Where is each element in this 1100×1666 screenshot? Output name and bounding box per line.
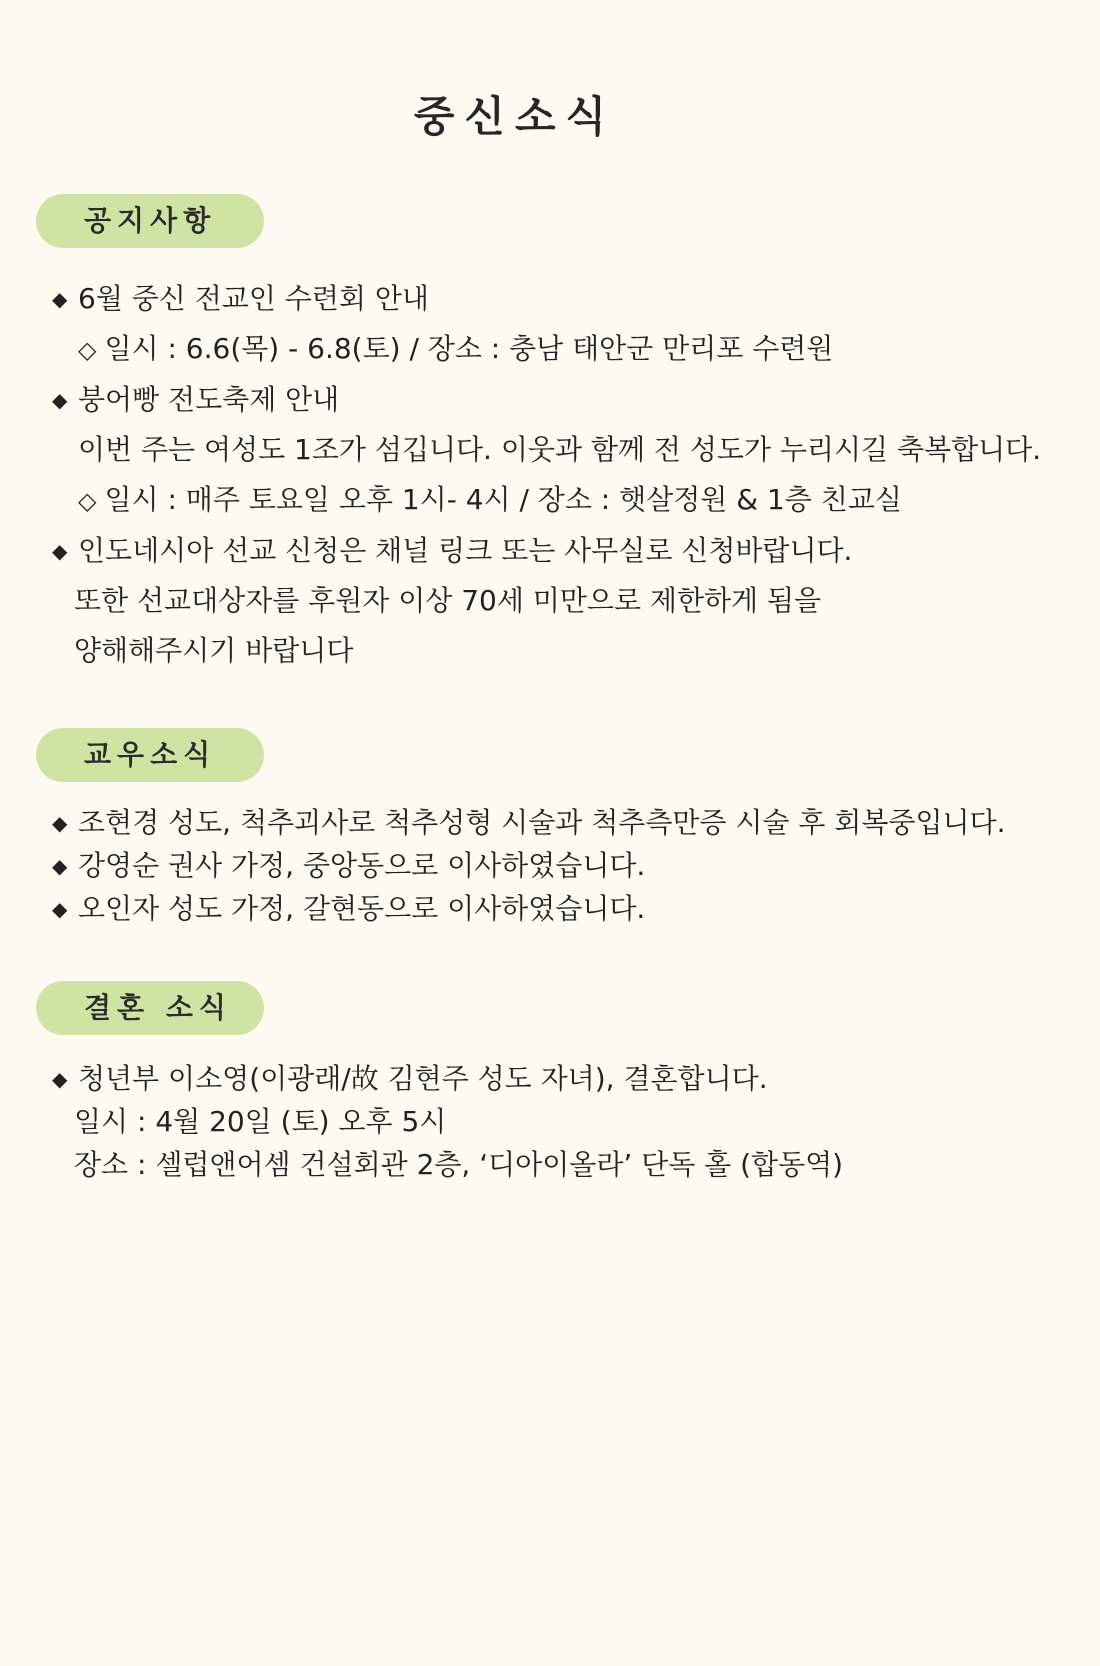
diamond-outline-icon: ◇ [78,487,97,515]
page-title: 중신소식 [413,92,617,141]
bullet-icon: ◆ [52,287,68,311]
notice-item-detail [78,480,902,521]
notice-detail-text: 일시 : 매주 토요일 오후 1시- 4시 / 장소 : 햇살정원 & 1층 친교실 [104,483,902,516]
notice-item-body: 양해해주시기 바랍니다 [74,634,354,667]
member-news-item: 오인자 성도 가정, 갈현동으로 이사하였습니다. [78,892,646,925]
bullet-icon: ◆ [52,897,68,921]
section-header-wedding: 결혼 소식 [36,981,264,1035]
bullet-icon: ◆ [52,854,68,878]
section-header-members: 교우소식 [36,728,264,782]
member-news-item: 조현경 성도, 척추괴사로 척추성형 시술과 척추측만증 시술 후 회복중입니다. [78,806,1006,839]
notice-item-body: 이번 주는 여성도 1조가 섬깁니다. 이웃과 함께 전 성도가 누리시길 축복합니다. [78,433,1042,466]
section-header-notice: 공지사항 [36,194,264,248]
wedding-date: 일시 : 4월 20일 (토) 오후 5시 [74,1105,447,1138]
notice-detail-text: 일시 : 6.6(목) - 6.8(토) / 장소 : 충남 태안군 만리포 수련원 [104,332,834,365]
notice-item-body: 또한 선교대상자를 후원자 이상 70세 미만으로 제한하게 됨을 [74,584,822,617]
notice-item-detail [78,329,833,370]
wedding-item-title: 청년부 이소영(이광래/故 김현주 성도 자녀), 결혼합니다. [78,1062,768,1095]
notice-item-title: 붕어빵 전도축제 안내 [78,383,340,416]
wedding-place: 장소 : 셀럽앤어셈 건설회관 2층, ‘디아이올라’ 단독 홀 (합동역) [74,1148,844,1181]
bullet-icon: ◆ [52,388,68,412]
member-news-item: 강영순 권사 가정, 중앙동으로 이사하였습니다. [78,849,646,882]
bullet-icon: ◆ [52,1067,68,1091]
notice-item-title: 인도네시아 선교 신청은 채널 링크 또는 사무실로 신청바랍니다. [78,534,853,567]
notice-item-title: 6월 중신 전교인 수련회 안내 [78,282,429,315]
diamond-outline-icon: ◇ [78,336,97,364]
bullet-icon: ◆ [52,811,68,835]
bullet-icon: ◆ [52,539,68,563]
